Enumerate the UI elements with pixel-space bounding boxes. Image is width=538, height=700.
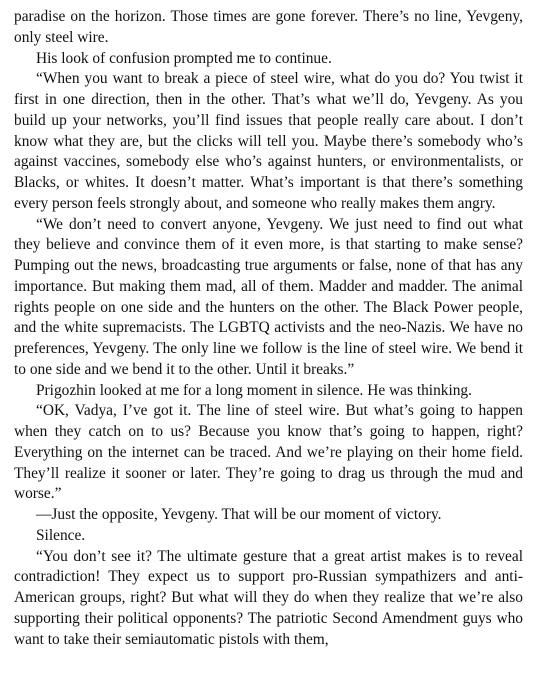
paragraph: “OK, Vadya, I’ve got it. The line of steel wire. But what’s going to happen when they catch on to us? Because you know that’s going to happen, right? Everything on the internet can be traced. And we’re playing on their home field. They’ll realize it sooner or later. They’re going to drag us through the mud and worse.” bbox=[14, 402, 523, 503]
paragraph: paradise on the horizon. Those times are gone forever. There’s no line, Yevgeny, only steel wire. bbox=[14, 8, 523, 46]
paragraph: Silence. bbox=[36, 526, 86, 544]
paragraph: His look of confusion prompted me to continue. bbox=[36, 49, 332, 67]
book-page bbox=[14, 7, 523, 650]
paragraph: “We don’t need to convert anyone, Yevgeny. We just need to find out what they believe and convince them of it even more, is that starting to make sense? Pumping out the news, broadcasting true arguments or false, none of that has any importance. But making them mad, all of them. Madder and madder. The animal rights people on one side and the hunters on the other. The Black Power people, and the white supremacists. The LGBTQ activists and the neo-Nazis. We have no preferences, Yevgeny. The only line we follow is the line of steel wire. We bend it to one side and we bend it to the other. Until it breaks.” bbox=[14, 215, 523, 378]
paragraph: —Just the opposite, Yevgeny. That will be our moment of victory. bbox=[36, 506, 442, 523]
paragraph: “When you want to break a piece of steel wire, what do you do? You twist it first in one direction, then in the other. That’s what we’ll do, Yevgeny. As you build up your networks, you’ll find issues that people really care about. I don’t know what they are, but the clicks will tell you. Maybe there’s somebody who’s against vaccines, somebody else who’s against hunters, or environmentalists, or Blacks, or whites. It doesn’t matter. What’s important is that there’s something every person feels strongly about, and someone who really makes them angry. bbox=[14, 70, 523, 212]
paragraph: Prigozhin looked at me for a long moment in silence. He was thinking. bbox=[36, 381, 472, 399]
paragraph: “You don’t see it? The ultimate gesture that a great artist makes is to reveal contradiction! They expect us to support pro-Russian sympathizers and anti-American groups, right? But what will they do when they realize that we’re also supporting their political opponents? The patriotic Second Amendment guys who want to take their semiautomatic pistols with them, bbox=[14, 547, 523, 648]
